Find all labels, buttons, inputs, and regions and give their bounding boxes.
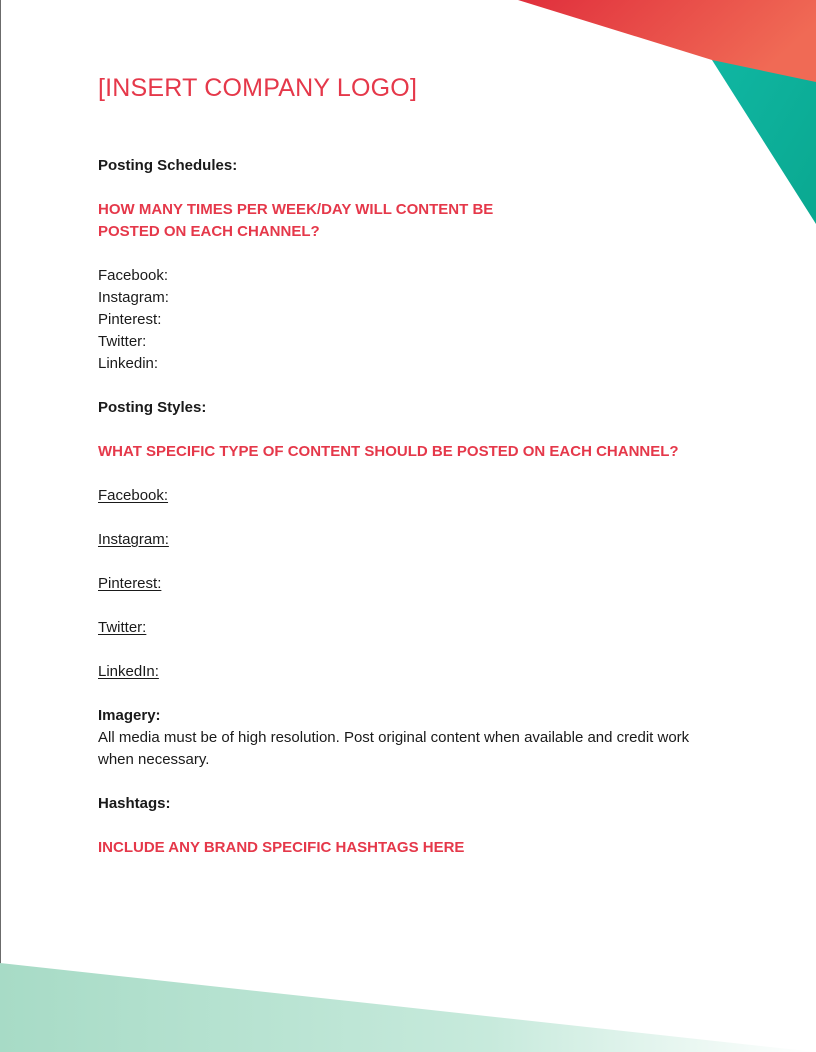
schedule-channel-twitter: Twitter: [98,333,147,350]
schedule-channel-linkedin: Linkedin: [98,355,159,372]
posting-schedules-prompt-line1: HOW MANY TIMES PER WEEK/DAY WILL CONTENT BE [98,201,494,218]
posting-schedules-heading: Posting Schedules: [98,157,238,174]
imagery-heading: Imagery: [98,707,161,724]
style-channel-instagram: Instagram: [98,531,169,548]
imagery-body: All media must be of high resolution. Post original content when available and credit work when necessary. [98,729,690,768]
posting-styles-prompt: WHAT SPECIFIC TYPE OF CONTENT SHOULD BE POSTED ON EACH CHANNEL? [98,443,679,460]
schedule-channel-pinterest: Pinterest: [98,311,162,328]
schedule-channel-facebook: Facebook: [98,267,169,284]
style-channel-facebook: Facebook: [98,487,169,504]
posting-schedules-prompt-line2: POSTED ON EACH CHANNEL? [98,223,320,240]
mint-bottom-shape [0,963,816,1052]
schedule-channel-instagram: Instagram: [98,289,169,306]
style-channel-pinterest: Pinterest: [98,575,162,592]
company-logo-placeholder: [INSERT COMPANY LOGO] [98,74,418,102]
posting-styles-heading: Posting Styles: [98,399,207,416]
style-channel-linkedin: LinkedIn: [98,663,159,680]
hashtags-prompt: INCLUDE ANY BRAND SPECIFIC HASHTAGS HERE [98,839,465,856]
red-corner-shape [518,0,816,82]
hashtags-heading: Hashtags: [98,795,171,812]
style-channel-twitter: Twitter: [98,619,147,636]
